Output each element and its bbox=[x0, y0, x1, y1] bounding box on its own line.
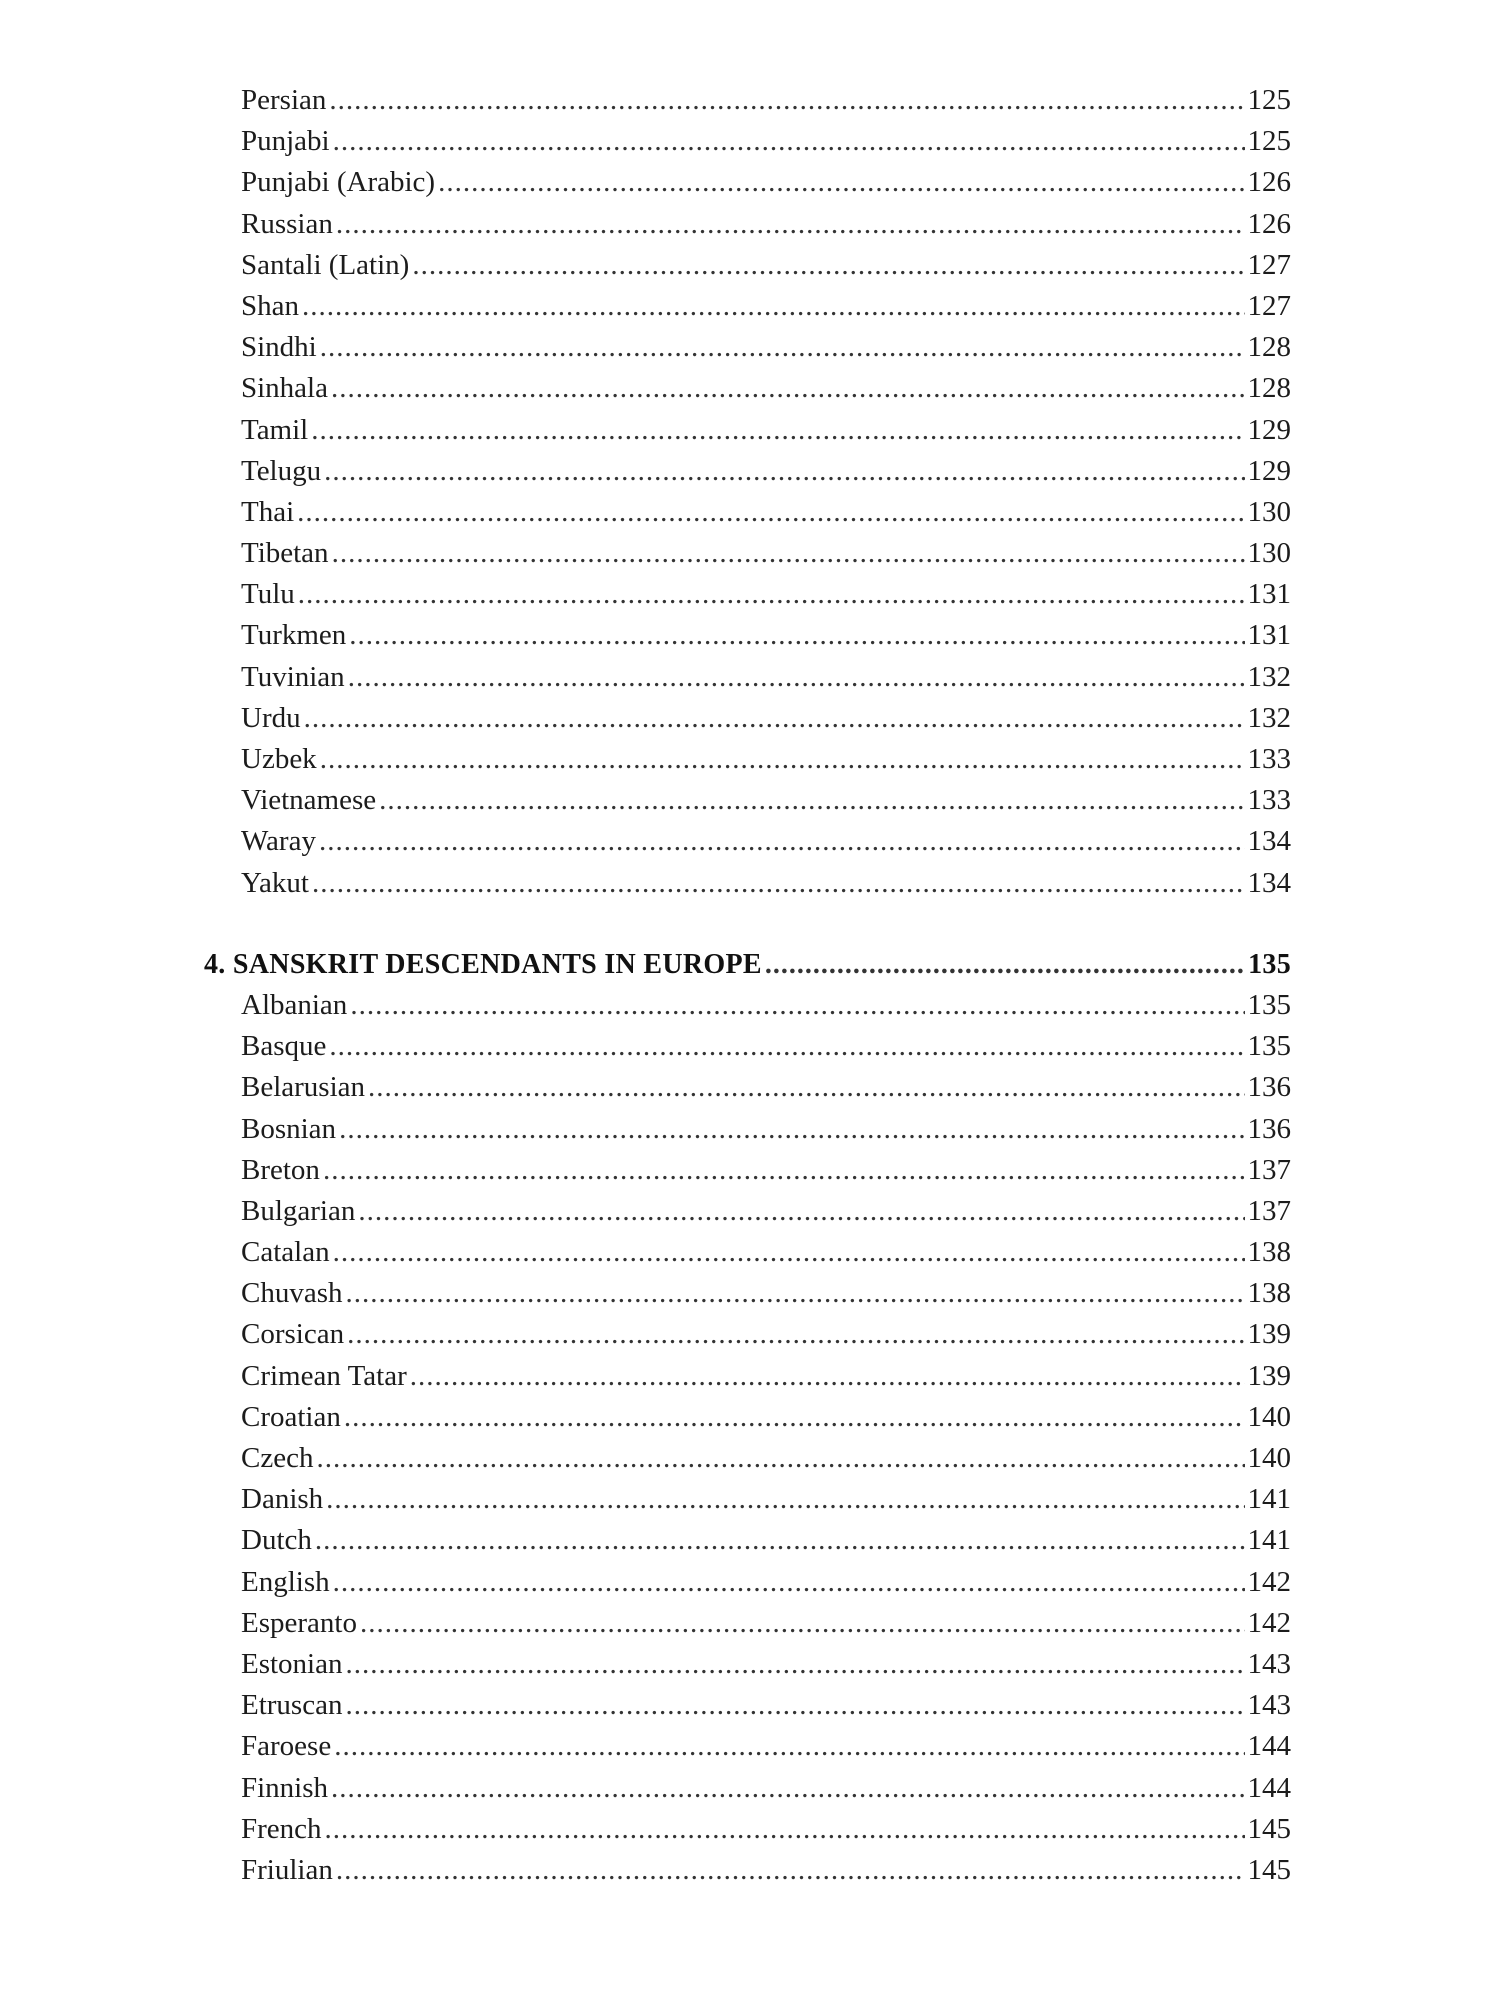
toc-entry bbox=[241, 1191, 1291, 1232]
toc-entry bbox=[241, 1273, 1291, 1314]
toc-entry-label: Basque bbox=[241, 1030, 327, 1063]
toc-entry-page-number: 130 bbox=[1247, 537, 1291, 570]
toc-entry bbox=[241, 533, 1291, 574]
toc-entry-label: Punjabi (Arabic) bbox=[241, 166, 436, 199]
toc-entry-label: Persian bbox=[241, 84, 327, 116]
toc-entry-page-number: 127 bbox=[1247, 289, 1291, 322]
toc-entry-page-number: 140 bbox=[1247, 1442, 1291, 1474]
toc-entry-page-number: 145 bbox=[1247, 1812, 1291, 1845]
toc-entry bbox=[241, 245, 1291, 286]
toc-entry-label: Bosnian bbox=[241, 1112, 337, 1145]
toc-entry-label: Tamil bbox=[241, 413, 309, 446]
toc-entry bbox=[241, 1726, 1291, 1767]
toc-entry-page-number: 125 bbox=[1247, 125, 1291, 158]
toc-entry-label: Yakut bbox=[241, 866, 309, 899]
toc-entry-page-number: 141 bbox=[1247, 1483, 1291, 1516]
toc-entry bbox=[241, 1479, 1291, 1520]
toc-entry-label: Finnish bbox=[241, 1771, 329, 1804]
dot-leader bbox=[345, 1685, 1244, 1726]
toc-entry bbox=[241, 1067, 1291, 1108]
toc-entry-page-number: 132 bbox=[1247, 660, 1291, 693]
toc-entry bbox=[241, 657, 1291, 698]
toc-entry-page-number: 131 bbox=[1247, 619, 1291, 652]
toc-entry-label: Urdu bbox=[241, 701, 301, 734]
toc-entry-label: Friulian bbox=[241, 1853, 333, 1886]
toc-entry-page-number: 130 bbox=[1247, 495, 1291, 528]
toc-entry-label: Etruscan bbox=[241, 1689, 343, 1722]
toc-entry-page-number: 133 bbox=[1247, 784, 1291, 817]
toc-entry-label: Tuvinian bbox=[241, 660, 345, 693]
toc-entry-page-number: 136 bbox=[1247, 1112, 1291, 1145]
dot-leader bbox=[346, 1644, 1245, 1685]
toc-entry-label: Croatian bbox=[241, 1400, 341, 1433]
toc-entry-page-number: 137 bbox=[1247, 1153, 1291, 1186]
toc-entry-page-number: 136 bbox=[1247, 1071, 1291, 1104]
toc-entry-label: Uzbek bbox=[241, 743, 317, 775]
dot-leader bbox=[339, 1109, 1244, 1150]
toc-entry bbox=[241, 985, 1291, 1026]
toc-entry-label: Estonian bbox=[241, 1647, 343, 1680]
dot-leader bbox=[312, 863, 1245, 904]
toc-entry-label: English bbox=[241, 1565, 330, 1598]
toc-entry bbox=[241, 1520, 1291, 1561]
toc-entry bbox=[241, 1562, 1291, 1603]
dot-leader bbox=[311, 410, 1244, 451]
toc-entry bbox=[241, 863, 1291, 904]
toc-entry bbox=[241, 492, 1291, 533]
toc-entry bbox=[241, 1438, 1291, 1479]
dot-leader bbox=[332, 533, 1245, 574]
dot-leader bbox=[349, 615, 1244, 656]
toc-entry-page-number: 138 bbox=[1247, 1277, 1291, 1310]
dot-leader bbox=[320, 327, 1245, 368]
toc-entry-page-number: 126 bbox=[1247, 166, 1291, 199]
toc-entry-page-number: 134 bbox=[1247, 825, 1291, 858]
toc-entry-page-number: 127 bbox=[1247, 248, 1291, 281]
toc-section-asia-continued bbox=[0, 80, 1500, 904]
toc-entry bbox=[241, 1685, 1291, 1726]
toc-entry-page-number: 125 bbox=[1247, 84, 1291, 116]
toc-entry-page-number: 133 bbox=[1247, 743, 1291, 775]
toc-entry-page-number: 141 bbox=[1247, 1524, 1291, 1557]
dot-leader bbox=[358, 1191, 1244, 1232]
toc-entry-page-number: 142 bbox=[1247, 1606, 1291, 1639]
dot-leader bbox=[297, 492, 1244, 533]
dot-leader bbox=[334, 1726, 1244, 1767]
toc-entry bbox=[241, 162, 1291, 203]
dot-leader bbox=[331, 1768, 1244, 1809]
toc-entry-page-number: 137 bbox=[1247, 1194, 1291, 1227]
dot-leader bbox=[325, 1809, 1245, 1850]
chapter-heading bbox=[204, 944, 1291, 985]
toc-entry-page-number: 144 bbox=[1247, 1771, 1291, 1804]
dot-leader bbox=[326, 1479, 1244, 1520]
dot-leader bbox=[765, 944, 1245, 985]
toc-entry-page-number: 135 bbox=[1247, 988, 1291, 1021]
toc-entry-label: Russian bbox=[241, 207, 333, 240]
toc-entry bbox=[241, 739, 1291, 780]
dot-leader bbox=[333, 121, 1245, 162]
toc-entry bbox=[241, 410, 1291, 451]
dot-leader bbox=[331, 368, 1245, 409]
toc-entry-page-number: 144 bbox=[1247, 1730, 1291, 1763]
toc-entry-label: Shan bbox=[241, 289, 299, 322]
toc-entry-label: Czech bbox=[241, 1442, 314, 1474]
toc-entry bbox=[241, 1150, 1291, 1191]
dot-leader bbox=[379, 780, 1244, 821]
toc-entry bbox=[241, 80, 1291, 121]
toc-entry-label: Crimean Tatar bbox=[241, 1359, 407, 1392]
toc-entry-label: Telugu bbox=[241, 454, 322, 487]
dot-leader bbox=[438, 162, 1244, 203]
toc-entry-page-number: 129 bbox=[1247, 413, 1291, 446]
dot-leader bbox=[344, 1397, 1245, 1438]
dot-leader bbox=[304, 698, 1245, 739]
toc-entry-label: Waray bbox=[241, 825, 316, 858]
dot-leader bbox=[315, 1520, 1245, 1561]
toc-entry-page-number: 142 bbox=[1247, 1565, 1291, 1598]
toc-entry-page-number: 138 bbox=[1247, 1236, 1291, 1269]
toc-entry-label: Danish bbox=[241, 1483, 324, 1516]
dot-leader bbox=[302, 286, 1245, 327]
toc-entry-page-number: 128 bbox=[1247, 372, 1291, 405]
toc-entry-page-number: 140 bbox=[1247, 1400, 1291, 1433]
toc-entry-label: Sindhi bbox=[241, 331, 317, 364]
toc-entry-label: Albanian bbox=[241, 988, 348, 1021]
toc-entry-page-number: 129 bbox=[1247, 454, 1291, 487]
toc-entry bbox=[241, 615, 1291, 656]
toc-entry-label: Esperanto bbox=[241, 1606, 357, 1639]
dot-leader bbox=[350, 985, 1244, 1026]
toc-entry bbox=[241, 451, 1291, 492]
toc-entry-label: Tulu bbox=[241, 578, 295, 611]
toc-entry bbox=[241, 821, 1291, 862]
toc-entry-page-number: 135 bbox=[1247, 1030, 1291, 1063]
toc-entry bbox=[241, 1109, 1291, 1150]
toc-entry-label: Catalan bbox=[241, 1236, 330, 1269]
toc-entry bbox=[241, 1603, 1291, 1644]
dot-leader bbox=[360, 1603, 1245, 1644]
toc-entry-label: Santali (Latin) bbox=[241, 248, 410, 281]
toc-entry-label: Chuvash bbox=[241, 1277, 343, 1310]
toc-entry-page-number: 145 bbox=[1247, 1853, 1291, 1886]
toc-entry bbox=[241, 1397, 1291, 1438]
toc-section-europe bbox=[0, 985, 1500, 1891]
toc-entry-page-number: 128 bbox=[1247, 331, 1291, 364]
toc-entry-label: Punjabi bbox=[241, 125, 330, 158]
toc-entry-label: Vietnamese bbox=[241, 784, 377, 817]
toc-entry bbox=[241, 368, 1291, 409]
toc-entry-label: Dutch bbox=[241, 1524, 312, 1557]
toc-entry-label: Corsican bbox=[241, 1318, 345, 1351]
toc-entry-label: Thai bbox=[241, 495, 295, 528]
toc-entry-page-number: 126 bbox=[1247, 207, 1291, 240]
toc-entry bbox=[241, 1644, 1291, 1685]
dot-leader bbox=[323, 1150, 1245, 1191]
toc-entry-page-number: 132 bbox=[1247, 701, 1291, 734]
toc-entry bbox=[241, 1232, 1291, 1273]
toc-entry-page-number: 143 bbox=[1247, 1689, 1291, 1722]
dot-leader bbox=[410, 1356, 1245, 1397]
toc-entry-label: Faroese bbox=[241, 1730, 332, 1763]
toc-entry bbox=[241, 1026, 1291, 1067]
toc-entry-page-number: 131 bbox=[1247, 578, 1291, 611]
toc-entry-page-number: 134 bbox=[1247, 866, 1291, 899]
toc-entry bbox=[241, 1809, 1291, 1850]
dot-leader bbox=[324, 451, 1244, 492]
toc-entry-page-number: 139 bbox=[1247, 1318, 1291, 1351]
dot-leader bbox=[320, 739, 1245, 780]
dot-leader bbox=[348, 657, 1245, 698]
table-of-contents bbox=[0, 80, 1500, 1891]
chapter-title: 4. SANSKRIT DESCENDANTS IN EUROPE bbox=[204, 948, 762, 980]
dot-leader bbox=[329, 1026, 1244, 1067]
toc-entry bbox=[241, 698, 1291, 739]
dot-leader bbox=[412, 245, 1244, 286]
toc-entry bbox=[241, 286, 1291, 327]
toc-entry bbox=[241, 1850, 1291, 1891]
toc-entry bbox=[241, 574, 1291, 615]
toc-entry bbox=[241, 121, 1291, 162]
toc-entry bbox=[241, 1356, 1291, 1397]
toc-entry-label: French bbox=[241, 1812, 322, 1845]
dot-leader bbox=[346, 1273, 1245, 1314]
dot-leader bbox=[333, 1562, 1245, 1603]
dot-leader bbox=[319, 821, 1245, 862]
dot-leader bbox=[298, 574, 1245, 615]
toc-entry-label: Turkmen bbox=[241, 619, 347, 652]
toc-entry-label: Breton bbox=[241, 1153, 320, 1186]
toc-entry-page-number: 143 bbox=[1247, 1647, 1291, 1680]
section-gap bbox=[0, 904, 1500, 944]
toc-entry-label: Belarusian bbox=[241, 1071, 366, 1104]
toc-entry-label: Bulgarian bbox=[241, 1194, 356, 1227]
toc-entry-page-number: 139 bbox=[1247, 1359, 1291, 1392]
toc-entry bbox=[241, 1314, 1291, 1355]
toc-entry bbox=[241, 1768, 1291, 1809]
toc-entry bbox=[241, 327, 1291, 368]
chapter-page-number: 135 bbox=[1248, 948, 1291, 980]
toc-entry bbox=[241, 780, 1291, 821]
dot-leader bbox=[347, 1314, 1244, 1355]
dot-leader bbox=[368, 1067, 1244, 1108]
dot-leader bbox=[316, 1438, 1244, 1479]
dot-leader bbox=[336, 1850, 1245, 1891]
dot-leader bbox=[329, 80, 1244, 121]
toc-entry-label: Tibetan bbox=[241, 537, 329, 570]
dot-leader bbox=[336, 204, 1245, 245]
toc-entry bbox=[241, 204, 1291, 245]
dot-leader bbox=[333, 1232, 1245, 1273]
toc-entry-label: Sinhala bbox=[241, 372, 328, 405]
